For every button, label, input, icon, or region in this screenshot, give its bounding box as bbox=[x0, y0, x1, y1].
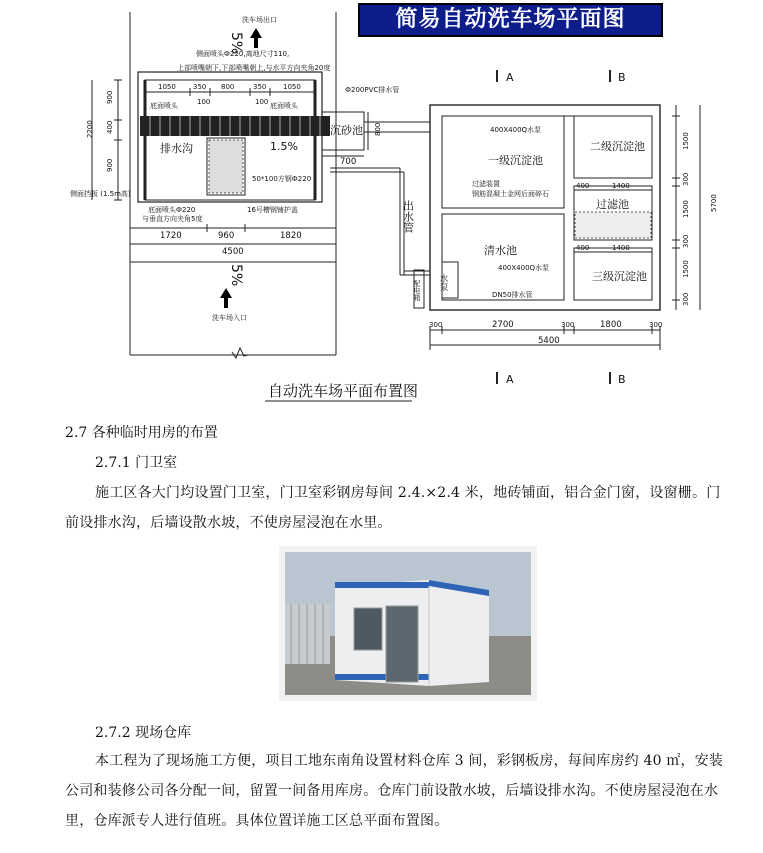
drain-label: 排水沟 bbox=[160, 142, 193, 155]
guard-house-photo bbox=[279, 546, 537, 701]
pool2-label: 二级沉淀池 bbox=[590, 140, 645, 153]
car-wash-plan-drawing bbox=[0, 0, 763, 410]
dim-top-4: 350 bbox=[253, 83, 267, 91]
dim-bottom-total: 4500 bbox=[222, 247, 244, 257]
dim-800: 800 bbox=[374, 122, 382, 136]
bottom-nozzle-label: 底面喷头 bbox=[150, 102, 178, 110]
exit-label: 洗车场出口 bbox=[242, 16, 277, 24]
top-nozzle-note: 上部喷嘴朝下,下部喷嘴朝上,与水平方向夹角20度 bbox=[177, 64, 331, 72]
bottom-nozzle-angle: 与垂直方向夹角5度 bbox=[142, 215, 203, 223]
dim-bottom-1: 1720 bbox=[160, 231, 182, 241]
channel-steel-label: 16号槽钢铺护盖 bbox=[247, 206, 298, 214]
sand-pit-label: 沉砂池 bbox=[330, 124, 363, 137]
dim-400-b: 400 bbox=[576, 244, 590, 252]
dim-right-1: 1500 bbox=[682, 132, 690, 150]
dim-top-5: 1050 bbox=[283, 83, 301, 91]
grate-label: 50*100方钢Ф220 bbox=[252, 175, 312, 183]
dim-bottom-2: 960 bbox=[218, 231, 235, 241]
dim-pools-5: 300 bbox=[649, 321, 663, 329]
pvc-pipe-label: Ф200PVC排水管 bbox=[345, 86, 400, 94]
sub2-paragraph: 本工程为了现场施工方便，项目工地东南角设置材料仓库 3 间，彩钢板房，每间库房约 40 ㎡，安装公司和装修公司各分配一间，留置一间备用库房。仓库门前设散水坡，后墙设排水沟。不使房屋浸泡在水里，仓库派专人进行值班。具体位置详施工区总平面布置图。 bbox=[65, 753, 724, 829]
filter-note: 钢筋混凝土金网后面碎石 bbox=[472, 190, 549, 198]
dim-bottom-3: 1820 bbox=[280, 231, 302, 241]
panel-label: 配电箱 bbox=[413, 280, 421, 301]
dim-pools-4: 1800 bbox=[600, 320, 622, 330]
dim-1400-b: 1400 bbox=[612, 244, 630, 252]
dim-pools-2: 2700 bbox=[492, 320, 514, 330]
bottom-nozzle-d220: 底面喷头Ф220 bbox=[148, 206, 196, 214]
water-pipe-label: 出水管 bbox=[401, 200, 415, 233]
slope-top: 5% bbox=[228, 32, 244, 55]
section-a-top: A bbox=[506, 71, 514, 84]
side-nozzle-note: 侧面喷头Ф220,离地尺寸110, bbox=[196, 50, 290, 58]
clear-pool-label: 清水池 bbox=[484, 244, 517, 257]
pool3-label: 三级沉淀池 bbox=[592, 270, 647, 283]
box-400-b: 400X400Q水泵 bbox=[498, 264, 550, 272]
dim-top-sub-1: 100 bbox=[197, 98, 211, 106]
filter-pool-label: 过滤池 bbox=[596, 198, 629, 211]
dim-pools-3: 300 bbox=[561, 321, 575, 329]
side-baffle-label: 侧面挡板 (1.5m高) bbox=[70, 190, 131, 198]
dim-top-2: 350 bbox=[193, 83, 207, 91]
bottom-nozzle-label-2: 底面喷头 bbox=[270, 102, 298, 110]
sub1-paragraph: 施工区各大门均设置门卫室，门卫室彩钢房每间 2.4.×2.4 米，地砖铺面，铝合金门窗，设窗栅。门前设排水沟，后墙设散水坡，不使房屋浸泡在水里。 bbox=[65, 485, 721, 531]
section-b-top: B bbox=[618, 71, 626, 84]
dim-top-sub-2: 100 bbox=[255, 98, 269, 106]
section-heading: 2.7 各种临时用房的布置 bbox=[65, 425, 218, 441]
slope-mid: 1.5% bbox=[270, 140, 298, 153]
dn50-label: DN50排水管 bbox=[492, 291, 533, 299]
pump-label: 水泵 bbox=[438, 274, 448, 291]
dim-right-total: 5700 bbox=[710, 194, 718, 212]
pool1-label: 一级沉淀池 bbox=[488, 154, 543, 167]
entry-label: 洗车场入口 bbox=[212, 314, 247, 322]
dim-top-1: 1050 bbox=[158, 83, 176, 91]
dim-400-a: 400 bbox=[576, 182, 590, 190]
dim-1400-a: 1400 bbox=[612, 182, 630, 190]
drawing-caption: 自动洗车场平面布置图 bbox=[268, 382, 419, 400]
dim-right-4: 300 bbox=[682, 234, 690, 248]
section-a-bottom: A bbox=[506, 373, 514, 386]
dim-right-2: 300 bbox=[682, 172, 690, 186]
dim-left-2: 400 bbox=[106, 120, 114, 134]
dim-pools-total: 5400 bbox=[538, 336, 560, 346]
dim-right-6: 300 bbox=[682, 292, 690, 306]
sub2-heading: 2.7.2 现场仓库 bbox=[95, 725, 192, 741]
dim-left-1: 900 bbox=[106, 90, 114, 104]
dim-top-3: 800 bbox=[221, 83, 235, 91]
dim-left-total: 2200 bbox=[86, 120, 94, 138]
dim-right-5: 1500 bbox=[682, 260, 690, 278]
sub1-heading: 2.7.1 门卫室 bbox=[95, 455, 178, 471]
dim-700: 700 bbox=[340, 157, 357, 167]
drawing-banner-title: 简易自动洗车场平面图 bbox=[358, 3, 663, 37]
dim-pools-1: 300 bbox=[429, 321, 443, 329]
slope-bottom: 5% bbox=[228, 264, 244, 287]
box-400-a: 400X400Q水泵 bbox=[490, 126, 542, 134]
dim-left-3: 900 bbox=[106, 158, 114, 172]
section-b-bottom: B bbox=[618, 373, 626, 386]
filter-device: 过滤装置 bbox=[472, 180, 500, 188]
dim-right-3: 1500 bbox=[682, 200, 690, 218]
